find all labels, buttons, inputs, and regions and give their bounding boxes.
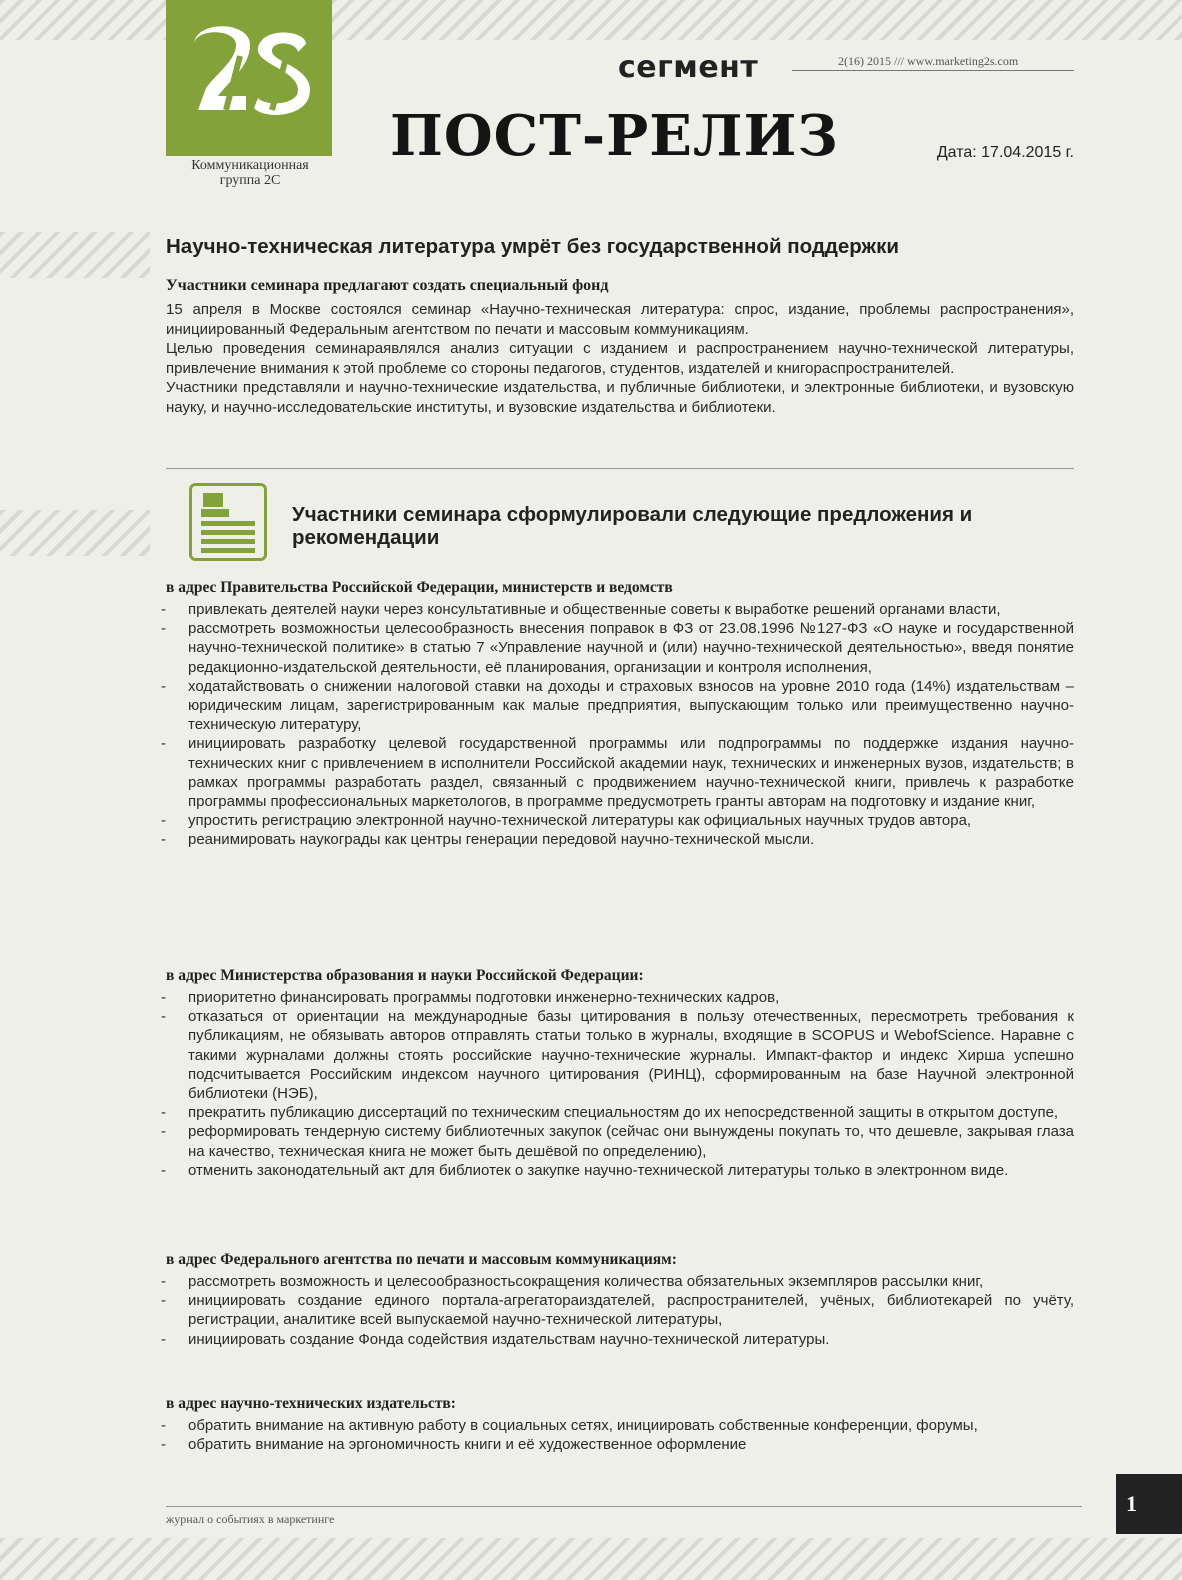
list-item: - прекратить публикацию диссертаций по техническим специальностям до их непосредственной защиты в открытом доступе,: [166, 1103, 1074, 1122]
recommendation-section-agency: [166, 1250, 1074, 1349]
section-heading: в адрес научно-технических издательств:: [166, 1395, 456, 1412]
list-item: - инициировать разработку целевой государственной программы или подпрограммы по поддержке издания научно-технических книг с привлечением в исполнители Российской академии наук, технических и инженерных вузов, издательств; в рамках программы разработать раздел, связанный с продвижением научно-технической книги, привлечь к разработке программы профессиональных маркетологов, в программе предусмотреть гранты авторам на подготовку и издание книг,: [166, 734, 1074, 811]
release-date: Дата: 17.04.2015 г.: [936, 144, 1074, 161]
logo: [166, 0, 332, 156]
article-subheadline: Участники семинара предлагают создать специальный фонд: [166, 277, 609, 294]
list-item: - обратить внимание на эргономичность книги и её художественное оформление: [166, 1435, 1074, 1454]
recommendation-section-government: [166, 578, 1074, 850]
list-item: - отменить законодательный акт для библиотек о закупке научно-технической литературы только в электронном виде.: [166, 1161, 1074, 1180]
list-item: - упростить регистрацию электронной научно-технической литературы как официальных научных трудов автора,: [166, 811, 1074, 830]
list-item: - реформировать тендерную систему библиотечных закупок (сейчас они вынуждены покупать то, что дешевле, закрывая глаза на качество, техническая книга не может быть дешёвой по определению),: [166, 1122, 1074, 1160]
list-item: - инициировать создание Фонда содействия издательствам научно-технической литературы.: [166, 1330, 1074, 1349]
list-item: - рассмотреть возможность и целесообразностьсокращения количества обязательных экземпляров рассылки книг,: [166, 1272, 1074, 1291]
list-item: - ходатайствовать о снижении налоговой ставки на доходы и страховых взносов на уровне 2010 года (14%) издательствам – юридическим лицам, зарегистрированным как малые предприятия, выпускающим только или преимущественно научно-техническую литературу,: [166, 677, 1074, 735]
article-intro: [166, 234, 1074, 417]
section-heading: в адрес Министерства образования и науки Российской Федерации:: [166, 967, 644, 984]
intro-paragraph: 15 апреля в Москве состоялся семинар «Научно-техническая литература: спрос, издание, проблемы распространения», инициированный Федеральным агентством по печати и массовым коммуникациям.: [166, 301, 1074, 338]
list-item: - обратить внимание на активную работу в социальных сетях, инициировать собственные конференции, форумы,: [166, 1416, 1074, 1435]
article-headline: Научно-техническая литература умрёт без государственной поддержки: [166, 235, 899, 258]
list-item: - отказаться от ориентации на международные базы цитирования в пользу отечественных, пересмотреть требования к публикациям, не обязывать авторов отправлять статьи только в журналы, входящие в SCOPUS и WebofScience. Наравне с такими журналами должны стоять российские научно-технические журналы. Импакт-фактор и индекс Хирша успешно подсчитывается Российским индексом научного цитирования (РИНЦ), сформированным на базе Научной электронной библиотеки (НЭБ),: [166, 1007, 1074, 1103]
section-heading: в адрес Федерального агентства по печати и массовым коммуникациям:: [166, 1251, 677, 1268]
bottom-stripes: [0, 1538, 1182, 1580]
list-item: - реанимировать наукограды как центры генерации передовой научно-технической мысли.: [166, 830, 1074, 849]
company-group-label: Коммуникационная группа 2С: [191, 158, 309, 188]
document-profile-icon: [189, 483, 267, 561]
list-item: - приоритетно финансировать программы подготовки инженерно-технических кадров,: [166, 988, 1074, 1007]
page-number: 1: [1116, 1474, 1182, 1534]
section-divider: [166, 468, 1074, 469]
recommendation-section-publishers: [166, 1394, 1074, 1454]
intro-paragraph: Участники представляли и научно-технические издательства, и публичные библиотеки, и электронные библиотеки, и вузовскую науку, и научно-исследовательские институты, и вузовские издательства и библиотеки.: [166, 379, 1074, 416]
footer-rule: [166, 1506, 1082, 1507]
page-title: ПОСТ-РЕЛИЗ: [390, 103, 839, 169]
issue-info: 2(16) 2015 /// www.marketing2s.com: [838, 54, 1019, 68]
list-item: - привлекать деятелей науки через консультативные и общественные советы к выработке решений органами власти,: [166, 600, 1074, 619]
footer-tagline: журнал о событиях в маркетинге: [166, 1512, 335, 1526]
section-title: сегмент: [618, 50, 759, 85]
recommendations-title: Участники семинара сформулировали следующие предложения и рекомендации: [292, 503, 973, 549]
recommendation-section-ministry: [166, 966, 1074, 1180]
left-stripes-upper: [0, 232, 150, 278]
section-heading: в адрес Правительства Российской Федерации, министерств и ведомств: [166, 579, 673, 596]
list-item: - рассмотреть возможностьи целесообразность внесения поправок в ФЗ от 23.08.1996 №127-ФЗ «О науке и государственной научно-технической политике» в статью 7 «Управление научной и (или) научно-технической деятельностью», введя понятие редакционно-издательской деятельности, её планирования, организации и контроля исполнения,: [166, 619, 1074, 677]
logo-2s-mark: [166, 0, 332, 156]
intro-paragraph: Целью проведения семинараявлялся анализ ситуации с изданием и распространением научно-технической литературы, привлечение внимания к этой проблеме со стороны педагогов, студентов, издателей и книгораспространителей.: [166, 340, 1074, 377]
list-item: - инициировать создание единого портала-агрегатораиздателей, распространителей, учёных, библиотекарей по учёту, регистрации, аналитике всей выпускаемой научно-технической литературы,: [166, 1291, 1074, 1329]
left-stripes-lower: [0, 510, 150, 556]
header-rule: [792, 70, 1074, 71]
